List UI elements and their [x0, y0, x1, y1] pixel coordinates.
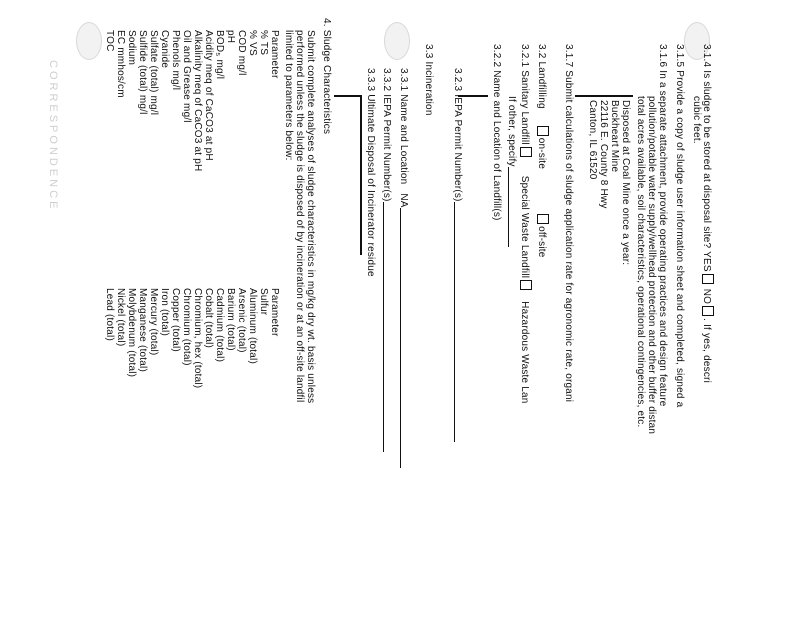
param-right: Iron (total)	[159, 288, 170, 336]
param-right: Chromium (total)	[181, 288, 192, 366]
line-3-1-6-cont2: total acres available, soil characteristics, operational contingencies, etc.	[635, 96, 646, 428]
incinerator-permit-field[interactable]	[383, 202, 393, 452]
params-left-list	[104, 30, 280, 171]
param-right: Molybdenum (total)	[126, 288, 137, 378]
line-4: 4. Sludge Characteristics	[321, 18, 332, 135]
offsite-checkbox[interactable]	[537, 214, 549, 224]
param-right: Sulfur	[258, 288, 269, 316]
param-left: Alkalinity meq of CaCO3 at pH	[192, 30, 203, 172]
param-left: Parameter	[269, 30, 280, 79]
other-specify-field[interactable]	[508, 167, 518, 247]
answer-box-left-rule	[575, 95, 633, 97]
param-left: Cyanide	[159, 30, 170, 69]
param-right: Manganese (total)	[137, 288, 148, 373]
param-right: Mercury (total)	[148, 288, 159, 356]
line-4-text-3: limited to parameters below:	[283, 30, 294, 161]
param-left: Phenols mg/l	[170, 30, 181, 91]
param-left: COD mg/l	[236, 30, 247, 76]
answer-line-4: Canton, IL 61520	[587, 100, 598, 180]
faded-scan-mark: CORRESPONDENCE	[47, 60, 59, 212]
param-right: Nickel (total)	[115, 288, 126, 347]
param-right: Chromium, hex (total)	[192, 288, 203, 389]
param-right: Aluminum (total)	[247, 288, 258, 364]
line-4-text-1: Submit complete analyses of sludge characteristics in mg/kg dry wt. basis unless	[305, 30, 316, 404]
param-left: pH	[225, 30, 236, 44]
line-3-1-4-cont: cubic feet.	[691, 96, 702, 144]
params-right-list	[104, 288, 280, 388]
param-left: Sodium	[126, 30, 137, 66]
no-checkbox[interactable]	[702, 306, 714, 316]
param-left: TOC	[104, 30, 115, 52]
param-right: Barium (total)	[225, 288, 236, 351]
param-right: Arsenic (total)	[236, 288, 247, 353]
line-3-3-1: 3.3.1 Name and Location NA	[398, 68, 410, 468]
line-3-2-1: 3.2.1 Sanitary Landfill Special Waste Landfill Hazardous Waste Lan	[519, 44, 530, 404]
param-left: BOD₅ mg/l	[214, 30, 225, 80]
param-right: Parameter	[269, 288, 280, 337]
param-right: Copper (total)	[170, 288, 181, 352]
line-3-1-4: 3.1.4 Is sludge to be stored at disposal site? YES NO. If yes, descri	[701, 44, 712, 384]
line-3-1-5: 3.1.5 Provide a copy of sludge user information sheet and completed, signed a	[674, 44, 685, 408]
line-3-2-1-other: If other, specify	[506, 96, 518, 247]
line-3-1-6-cont1: pollution/potable water supply/wellhead protection and other buffer distan	[646, 96, 657, 435]
param-right: Cobalt (total)	[203, 288, 214, 349]
line-4-text-2: performed unless the sludge is disposed of by incineration or at an off-site landfil	[294, 30, 305, 403]
line-3-3: 3.3 Incineration	[423, 44, 434, 116]
landfill-permit-field[interactable]	[454, 202, 464, 442]
param-left: Oil and Grease mg/l	[181, 30, 192, 123]
line-3-3-3: 3.3.3 Ultimate Disposal of Incinerator residue	[365, 68, 376, 277]
yes-checkbox[interactable]	[702, 274, 714, 284]
param-left: Sulfide (total) mg/l	[137, 30, 148, 115]
param-left: EC mmhos/cm	[115, 30, 126, 98]
line-3-2: 3.2 Landfilling on-site off-site	[536, 44, 547, 258]
answer-line-2: Buckheart Mine	[609, 100, 620, 173]
param-left: Sulfate (total) mg/l	[148, 30, 159, 116]
residue-box-top	[360, 95, 362, 255]
special-waste-checkbox[interactable]	[520, 280, 532, 290]
line-3-3-2: 3.3.2 IEPA Permit Number(s)	[381, 68, 393, 452]
param-right: Lead (total)	[104, 288, 115, 341]
line-3-1-7: 3.1.7 Submit calculations of sludge application rate for agronomic rate, organi	[563, 44, 574, 403]
line-3-2-2: 3.2.2 Name and Location of Landfill(s)	[491, 44, 502, 221]
sanitary-landfill-checkbox[interactable]	[520, 147, 532, 157]
onsite-checkbox[interactable]	[537, 126, 549, 136]
param-right: Cadmium (total)	[214, 288, 225, 363]
answer-line-3: 22116 E. County 8 Hwy	[598, 100, 609, 209]
line-3-1-6: 3.1.6 In a separate attachment, provide operating practices and design feature	[657, 44, 668, 407]
line-3-2-3: 3.2.3 IEPA Permit Number(s)	[452, 68, 464, 442]
param-left: Acidity meq of CaCO3 at pH	[203, 30, 214, 161]
residue-box-rule	[334, 95, 362, 97]
param-left: % TS	[258, 30, 269, 56]
param-left: % VS	[247, 30, 258, 56]
answer-line-1: Disposed at Coal Mine once a year:	[620, 100, 631, 266]
incinerator-location-field[interactable]	[400, 208, 410, 468]
